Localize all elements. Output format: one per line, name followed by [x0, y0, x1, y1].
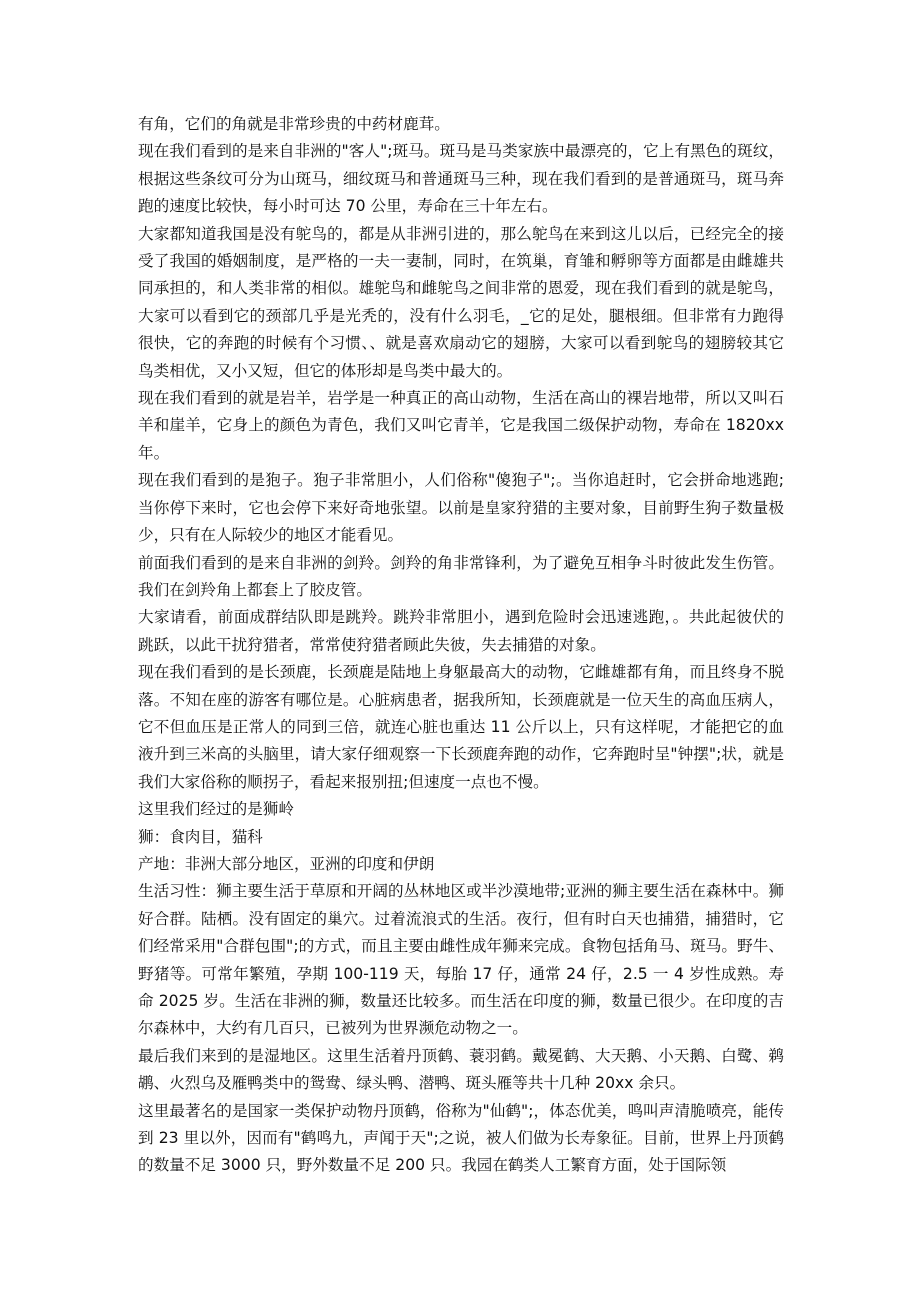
paragraph-zebra: 现在我们看到的是来自非洲的"客人";斑马。斑马是马类家族中最漂亮的，它上有黑色的斑纹，根据这些条纹可分为山斑马，细纹斑马和普通斑马三种，现在我们看到的是普通斑马，斑马奔跑的速度比较快，每小时可达 70 公里，寿命在三十年左右。 — [138, 142, 784, 216]
paragraph-red-crowned-crane: 这里最著名的是国家一类保护动物丹顶鹤，俗称为"仙鹤";，体态优美，鸣叫声清脆喷亮，能传到 23 里以外，因而有"鹤鸣九，声闻于天";之说，被人们做为长寿象征。目前，世界上丹顶鹤的数量不足 3000 只，野外数量不足 200 只。我园在鹤类人工繁育方面，处于国际领 — [138, 1101, 784, 1175]
paragraph-lion-origin: 产地：非洲大部分地区，亚洲的印度和伊朗 — [138, 854, 435, 873]
paragraph-ostrich: 大家都知道我国是没有鸵鸟的，都是从非洲引进的，那么鸵鸟在来到这儿以后，已经完全的接受了我国的婚姻制度，是严格的一夫一妻制，同时，在筑巢，育雏和孵卵等方面都是由雌雄共同承担的，和人类非常的相似。雄鸵鸟和雌鸵鸟之间非常的恩爱，现在我们看到的就是鸵鸟，大家可以看到它的颈部几乎是光秃的，没有什么羽毛，_它的足处，腿根细。但非常有力跑得很快，它的奔跑的时候有个习惯、、就是喜欢扇动它的翅膀，大家可以看到鸵鸟的翅膀较其它鸟类相优，又小又短，但它的体形却是鸟类中最大的。 — [138, 224, 784, 380]
paragraph-lion-habits: 生活习性：狮主要生活于草原和开阔的丛林地区或半沙漠地带;亚洲的狮主要生活在森林中。狮好合群。陆栖。没有固定的巢穴。过着流浪式的生活。夜行，但有时白天也捕猎，捕猎时，它们经常采用"合群包围";的方式，而且主要由雌性成年狮来完成。食物包括角马、斑马。野牛、野猪等。可常年繁殖，孕期 100-119 天，每胎 17 仔，通常 24 仔，2.5 一 4 岁性成熟。寿命 2025 岁。生活在非洲的狮，数量还比较多。而生活在印度的狮，数量已很少。在印度的吉尔森林中，大约有几百只，已被列为世界濒危动物之一。 — [138, 882, 784, 1038]
paragraph-oryx: 前面我们看到的是来自非洲的剑羚。剑羚的角非常锋利，为了避免互相争斗时彼此发生伤管。我们在剑羚角上都套上了胶皮管。 — [138, 553, 784, 599]
paragraph-roe-deer: 现在我们看到的是狍子。狍子非常胆小，人们俗称"傻狍子";。当你追赶时，它会拼命地逃跑;当你停下来时，它也会停下来好奇地张望。以前是皇家狩猎的主要对象，目前野生狗子数量极少，只有在人际较少的地区才能看见。 — [138, 471, 784, 545]
paragraph-deer-antler: 有角，它们的角就是非常珍贵的中药材鹿茸。 — [138, 115, 450, 133]
paragraph-lion-taxonomy: 狮：食肉目，猫科 — [138, 827, 263, 846]
document-body — [138, 111, 784, 1180]
paragraph-blue-sheep: 现在我们看到的就是岩羊，岩学是一种真正的高山动物，生活在高山的裸岩地带，所以又叫石羊和崖羊，它身上的颜色为青色，我们又叫它青羊，它是我国二级保护动物，寿命在 1820xx 年。 — [138, 389, 784, 462]
paragraph-springbok: 大家请看，前面成群结队即是跳羚。跳羚非常胆小，遇到危险时会迅速逃跑，。共此起彼伏的跳跃，以此干扰狩猎者，常常使狩猎者顾此失彼，失去捕猎的对象。 — [138, 608, 784, 654]
paragraph-lion-area: 这里我们经过的是狮岭 — [138, 800, 294, 819]
paragraph-wetland: 最后我们来到的是湿地区。这里生活着丹顶鹤、蓑羽鹤。戴冕鹤、大天鹅、小天鹅、白鹭、鹈鹕、火烈乌及雁鸭类中的鸳鸯、绿头鸭、潜鸭、斑头雁等共十几种 20xx 余只。 — [138, 1046, 784, 1093]
paragraph-giraffe: 现在我们看到的是长颈鹿，长颈鹿是陆地上身躯最高大的动物，它雌雄都有角，而且终身不脱落。不知在座的游客有哪位是。心脏病患者，据我所知，长颈鹿就是一位天生的高血压病人，它不但血压是正常人的同到三倍，就连心脏也重达 11 公斤以上，只有这样呢，才能把它的血液升到三米高的头脑里，请大家仔细观察一下长颈鹿奔跑的动作，它奔跑时呈"钟摆";状，就是我们大家俗称的顺拐子，看起来报别扭;但速度一点也不慢。 — [138, 663, 784, 791]
